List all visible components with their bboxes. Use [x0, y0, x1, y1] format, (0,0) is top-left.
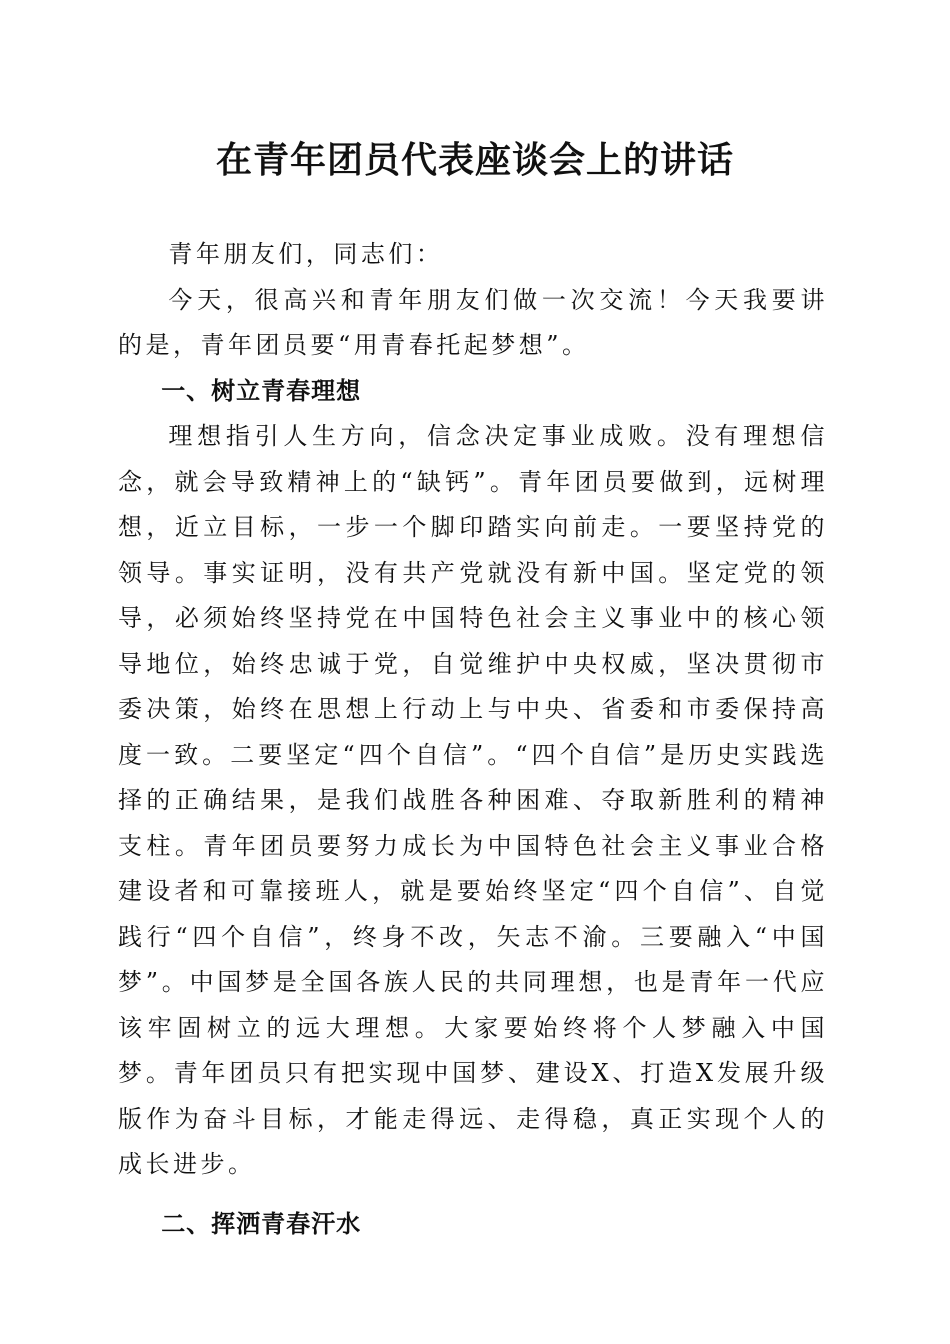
- document-body: [118, 232, 828, 1247]
- section-heading: 二、挥洒青春汗水: [161, 1209, 362, 1238]
- salutation: 青年朋友们，同志们：: [168, 240, 444, 268]
- section-heading: 一、树立青春理想: [161, 376, 362, 405]
- document-title: 在青年团员代表座谈会上的讲话: [215, 139, 734, 181]
- section-paragraph: 理想指引人生方向，信念决定事业成败。没有理想信念，就会导致精神上的“缺钙”。青年团员要做到，远树理想，近立目标，一步一个脚印踏实向前走。一要坚持党的领导。事实证明，没有共产党就没有新中国。坚定党的领导，必须始终坚持党在中国特色社会主义事业中的核心领导地位，始终忠诚于党，自觉维护中央权威，坚决贯彻市委决策，始终在思想上行动上与中央、省委和市委保持高度一致。二要坚定“四个自信”。“四个自信”是历史实践选择的正确结果，是我们战胜各种困难、夺取新胜利的精神支柱。青年团员要努力成长为中国特色社会主义事业合格建设者和可靠接班人，就是要始终坚定“四个自信”、自觉践行“四个自信”，终身不改，矢志不渝。三要融入“中国梦”。中国梦是全国各族人民的共同理想，也是青年一代应该牢固树立的远大理想。大家要始终将个人梦融入中国梦。青年团员只有把实现中国梦、建设X、打造X发展升级版作为奋斗目标，才能走得远、走得稳，真正实现个人的成长进步。: [118, 422, 828, 1178]
- intro-paragraph: 今天，很高兴和青年朋友们做一次交流！今天我要讲的是，青年团员要“用青春托起梦想”。: [118, 285, 828, 359]
